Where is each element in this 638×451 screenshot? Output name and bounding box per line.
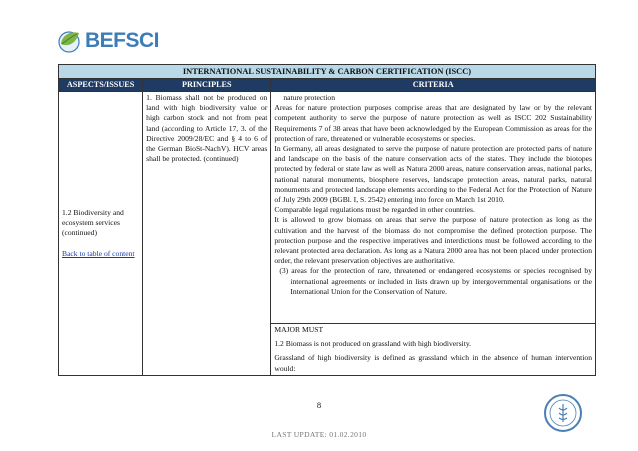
criteria-paragraph: Comparable legal regulations must be regarded in other countries. [274,205,475,215]
criteria-paragraph: In Germany, all areas designated to serve the purpose of nature protection are protected parts of nature and landscape on the basis of the nature conservation acts of the states. They include the biotopes protected by federal or state law as well as Natura 2000 areas, nature conservation areas, national parks, national natural monuments, biosphere reserves, landscape protection areas, natural parks, natural monuments and protected landscape elements according to the Federal Act for the Protection of Nature of July 29th 2009 (BGBl. I, S. 2542) entering into force on March 1st 2010. [274,144,592,205]
principle-cell: 1. Biomass shall not be produced on land with high biodiversity value or high carbon stock and not from peat land (according to Article 17, 3. of the Directive 2009/28/EC and § 4 to 6 of the German BioSt-NachV). HCV areas shall be protected. (continued) [143,92,271,376]
header-principles: PRINCIPLES [143,79,271,92]
aspect-line: ecosystem services [62,218,120,228]
footer-last-update: LAST UPDATE: 01.02.2010 [271,430,367,439]
criteria-cell [271,92,596,324]
aspect-cell [59,92,143,376]
criteria-line: nature protection [283,93,336,102]
page-number: 8 [316,400,322,410]
logo-text: BEFSCI [85,29,160,52]
fao-logo-icon [543,393,583,433]
major-must-paragraph: Grassland of high biodiversity is defined as grassland which in the absence of human intervention would: [274,353,592,373]
aspect-line: (continued) [62,228,98,238]
back-to-toc-link[interactable]: Back to table of content [62,248,135,258]
major-must-cell [271,324,596,376]
leaf-globe-icon [56,28,82,54]
major-must-line: 1.2 Biomass is not produced on grassland with high biodiversity. [274,339,472,349]
major-must-label: MAJOR MUST [274,325,324,334]
criteria-paragraph: Areas for nature protection purposes comprise areas that are designated by law or by the relevant competent authority to serve the purpose of nature protection as well as ISCC 202 Sustainability Requirements 7 of 38 areas that have been acknowledged by the European Commission as areas for the protection of rare, threatened or vulnerable ecosystems or species. [274,103,592,143]
header-criteria: CRITERIA [271,79,596,92]
criteria-list-item: (3) areas for the protection of rare, threatened or endangered ecosystems or species recognised by international agreements or included in lists drawn up by intergovernmental organisations or the International Union for the Conservation of Nature. [279,266,592,296]
iscc-table [58,64,596,376]
table-title: INTERNATIONAL SUSTAINABILITY & CARBON CERTIFICATION (ISCC) [59,65,596,79]
header-aspects: ASPECTS/ISSUES [59,79,143,92]
befsci-logo [56,24,159,58]
aspect-line: 1.2 Biodiversity and [62,208,124,217]
criteria-paragraph: It is allowed to grow biomass on areas that serve the purpose of nature protection as long as the cultivation and the harvest of the biomass do not compromise the defined protection purpose. The protection purpose and the respective imperatives and interdictions must be followed according to the relevant protected area declaration. As long as a Natura 2000 area has not been placed under protection order, the relevant preservation objectives are authoritative. [274,215,592,266]
